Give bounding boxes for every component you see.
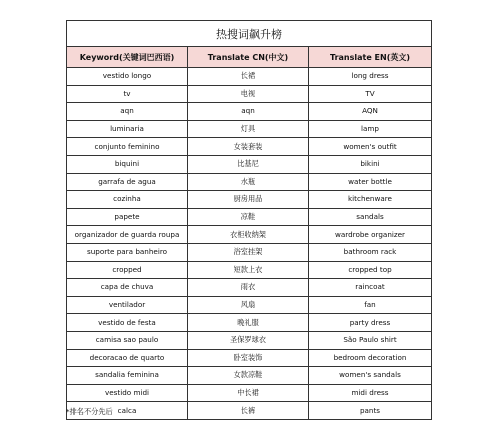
header-row [67, 47, 432, 68]
header-translate-en: Translate EN(英文) [309, 47, 432, 68]
translate-cn-cell: 风扇 [188, 296, 309, 314]
keyword-cell: vestido de festa [67, 314, 188, 332]
keyword-cell: suporte para banheiro [67, 243, 188, 261]
header-translate-cn: Translate CN(中文) [188, 47, 309, 68]
translate-en-cell: water bottle [309, 173, 432, 191]
translate-en-cell: AQN [309, 103, 432, 121]
translate-cn-cell: 长裙 [188, 68, 309, 86]
translate-en-cell: cropped top [309, 261, 432, 279]
translate-cn-cell: 水瓶 [188, 173, 309, 191]
table-row [67, 296, 432, 314]
table-row [67, 367, 432, 385]
translate-en-cell: fan [309, 296, 432, 314]
keyword-cell: garrafa de agua [67, 173, 188, 191]
table-row [67, 331, 432, 349]
table-row [67, 120, 432, 138]
translate-en-cell: party dress [309, 314, 432, 332]
translate-cn-cell: 凉鞋 [188, 208, 309, 226]
keyword-cell: luminaria [67, 120, 188, 138]
keyword-cell: calca [67, 402, 188, 420]
keyword-cell: conjunto feminino [67, 138, 188, 156]
keyword-cell: camisa sao paulo [67, 331, 188, 349]
keyword-cell: sandalia feminina [67, 367, 188, 385]
translate-cn-cell: 女款凉鞋 [188, 367, 309, 385]
translate-cn-cell: 电视 [188, 85, 309, 103]
translate-cn-cell: 中长裙 [188, 384, 309, 402]
translate-en-cell: lamp [309, 120, 432, 138]
translate-cn-cell: 短款上衣 [188, 261, 309, 279]
translate-en-cell: women's outfit [309, 138, 432, 156]
translate-en-cell: women's sandals [309, 367, 432, 385]
translate-en-cell: wardrobe organizer [309, 226, 432, 244]
translate-cn-cell: 圣保罗球衣 [188, 331, 309, 349]
translate-cn-cell: 厨房用品 [188, 191, 309, 209]
translate-cn-cell: 卧室装饰 [188, 349, 309, 367]
keyword-cell: decoracao de quarto [67, 349, 188, 367]
keyword-cell: ventilador [67, 296, 188, 314]
translate-cn-cell: aqn [188, 103, 309, 121]
keyword-cell: papete [67, 208, 188, 226]
translate-en-cell: TV [309, 85, 432, 103]
translate-cn-cell: 女装套装 [188, 138, 309, 156]
table-row [67, 173, 432, 191]
translate-en-cell: long dress [309, 68, 432, 86]
translate-en-cell: pants [309, 402, 432, 420]
translate-en-cell: kitchenware [309, 191, 432, 209]
keyword-cell: cropped [67, 261, 188, 279]
translate-en-cell: raincoat [309, 279, 432, 297]
translate-en-cell: midi dress [309, 384, 432, 402]
keyword-cell: vestido midi [67, 384, 188, 402]
translate-en-cell: bedroom decoration [309, 349, 432, 367]
translate-cn-cell: 浴室挂架 [188, 243, 309, 261]
table-row [67, 226, 432, 244]
translate-en-cell: sandals [309, 208, 432, 226]
table-row [67, 191, 432, 209]
translate-en-cell: bikini [309, 155, 432, 173]
translate-cn-cell: 长裤 [188, 402, 309, 420]
hot-keywords-table [66, 20, 432, 420]
table-row [67, 68, 432, 86]
keyword-cell: cozinha [67, 191, 188, 209]
keyword-cell: aqn [67, 103, 188, 121]
keyword-cell: capa de chuva [67, 279, 188, 297]
keyword-cell: tv [67, 85, 188, 103]
footnote: *排名不分先后 [66, 407, 113, 416]
table-row [67, 261, 432, 279]
keyword-cell: organizador de guarda roupa [67, 226, 188, 244]
table-row [67, 85, 432, 103]
table-row [67, 384, 432, 402]
translate-cn-cell: 衣柜收纳架 [188, 226, 309, 244]
table-row [67, 402, 432, 420]
translate-en-cell: São Paulo shirt [309, 331, 432, 349]
table-row [67, 155, 432, 173]
table-title: 热搜词飙升榜 [67, 21, 432, 47]
table-row [67, 243, 432, 261]
table-row [67, 208, 432, 226]
translate-cn-cell: 灯具 [188, 120, 309, 138]
translate-cn-cell: 比基尼 [188, 155, 309, 173]
keyword-cell: vestido longo [67, 68, 188, 86]
table-row [67, 103, 432, 121]
table-row [67, 279, 432, 297]
translate-cn-cell: 雨衣 [188, 279, 309, 297]
translate-cn-cell: 晚礼服 [188, 314, 309, 332]
header-keyword: Keyword(关键词巴西语) [67, 47, 188, 68]
keyword-cell: biquini [67, 155, 188, 173]
table-row [67, 314, 432, 332]
table-row [67, 138, 432, 156]
table-row [67, 349, 432, 367]
translate-en-cell: bathroom rack [309, 243, 432, 261]
